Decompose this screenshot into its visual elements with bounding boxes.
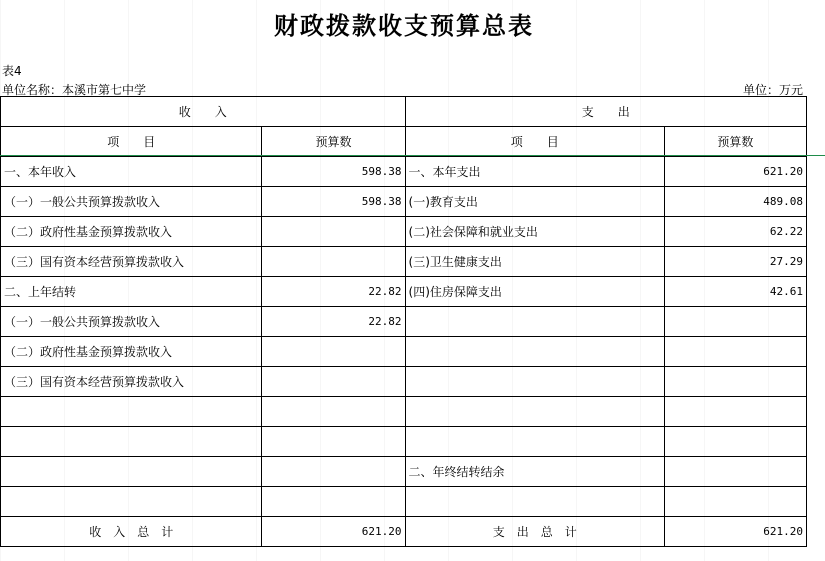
expense-item-cell[interactable]: (二)社会保障和就业支出 <box>405 217 664 247</box>
table-row <box>1 277 807 307</box>
expense-item-cell[interactable] <box>405 337 664 367</box>
section-header-row <box>1 97 807 127</box>
expense-amount-cell[interactable] <box>664 307 806 337</box>
active-row-selection-line <box>0 155 825 156</box>
table-row <box>1 397 807 427</box>
table-row <box>1 457 807 487</box>
table-row <box>1 427 807 457</box>
expense-amount-column-header[interactable]: 预算数 <box>664 127 806 157</box>
income-item-cell[interactable] <box>1 427 262 457</box>
expense-amount-cell[interactable] <box>664 367 806 397</box>
income-amount-column-header[interactable]: 预算数 <box>262 127 405 157</box>
income-section-header[interactable]: 收 入 <box>1 97 406 127</box>
expense-amount-cell[interactable]: 489.08 <box>664 187 806 217</box>
expense-item-cell[interactable]: (三)卫生健康支出 <box>405 247 664 277</box>
page-title: 财政拨款收支预算总表 <box>274 11 534 40</box>
income-item-cell[interactable]: （一）一般公共预算拨款收入 <box>1 307 262 337</box>
budget-table <box>0 96 807 547</box>
income-amount-cell[interactable] <box>262 487 405 517</box>
income-amount-cell[interactable]: 22.82 <box>262 277 405 307</box>
expense-amount-cell[interactable]: 62.22 <box>664 217 806 247</box>
table-row <box>1 337 807 367</box>
income-total-amount[interactable]: 621.20 <box>262 517 405 547</box>
income-item-cell[interactable]: 二、上年结转 <box>1 277 262 307</box>
expense-amount-cell[interactable]: 42.61 <box>664 277 806 307</box>
income-item-column-header[interactable]: 项 目 <box>1 127 262 157</box>
income-amount-cell[interactable] <box>262 457 405 487</box>
currency-unit: 单位：万元 <box>742 83 803 97</box>
income-amount-cell[interactable]: 598.38 <box>262 157 405 187</box>
table-row <box>1 487 807 517</box>
column-header-row <box>1 127 807 157</box>
expense-total-amount[interactable]: 621.20 <box>664 517 806 547</box>
expense-amount-cell[interactable] <box>664 397 806 427</box>
expense-total-label[interactable]: 支 出 总 计 <box>405 517 664 547</box>
total-row <box>1 517 807 547</box>
unit-name: 单位名称：本溪市第七中学 <box>2 83 147 97</box>
income-item-cell[interactable]: （二）政府性基金预算拨款收入 <box>1 337 262 367</box>
income-amount-cell[interactable] <box>262 337 405 367</box>
expense-item-cell[interactable]: 一、本年支出 <box>405 157 664 187</box>
income-amount-cell[interactable]: 598.38 <box>262 187 405 217</box>
expense-amount-cell[interactable] <box>664 457 806 487</box>
expense-item-cell[interactable] <box>405 487 664 517</box>
table-row <box>1 307 807 337</box>
expense-amount-cell[interactable] <box>664 427 806 457</box>
income-item-cell[interactable] <box>1 457 262 487</box>
expense-item-cell[interactable]: 二、年终结转结余 <box>405 457 664 487</box>
expense-amount-cell[interactable]: 27.29 <box>664 247 806 277</box>
expense-item-cell[interactable]: (四)住房保障支出 <box>405 277 664 307</box>
income-item-cell[interactable]: （三）国有资本经营预算拨款收入 <box>1 247 262 277</box>
expense-item-cell[interactable]: (一)教育支出 <box>405 187 664 217</box>
income-item-cell[interactable]: 一、本年收入 <box>1 157 262 187</box>
income-item-cell[interactable]: （二）政府性基金预算拨款收入 <box>1 217 262 247</box>
table-row <box>1 157 807 187</box>
table-row <box>1 247 807 277</box>
income-item-cell[interactable]: （三）国有资本经营预算拨款收入 <box>1 367 262 397</box>
expense-amount-cell[interactable]: 621.20 <box>664 157 806 187</box>
income-amount-cell[interactable] <box>262 427 405 457</box>
expense-item-column-header[interactable]: 项 目 <box>405 127 664 157</box>
income-total-label[interactable]: 收 入 总 计 <box>1 517 262 547</box>
expense-amount-cell[interactable] <box>664 337 806 367</box>
expense-item-cell[interactable] <box>405 427 664 457</box>
income-amount-cell[interactable] <box>262 247 405 277</box>
income-item-cell[interactable]: （一）一般公共预算拨款收入 <box>1 187 262 217</box>
income-amount-cell[interactable] <box>262 397 405 427</box>
expense-item-cell[interactable] <box>405 367 664 397</box>
budget-rows <box>1 157 807 517</box>
expense-item-cell[interactable] <box>405 307 664 337</box>
income-amount-cell[interactable]: 22.82 <box>262 307 405 337</box>
income-item-cell[interactable] <box>1 397 262 427</box>
income-item-cell[interactable] <box>1 487 262 517</box>
table-row <box>1 367 807 397</box>
expense-section-header[interactable]: 支 出 <box>405 97 806 127</box>
expense-item-cell[interactable] <box>405 397 664 427</box>
income-amount-cell[interactable] <box>262 217 405 247</box>
table-number: 表4 <box>2 64 22 78</box>
table-row <box>1 187 807 217</box>
income-amount-cell[interactable] <box>262 367 405 397</box>
expense-amount-cell[interactable] <box>664 487 806 517</box>
table-row <box>1 217 807 247</box>
